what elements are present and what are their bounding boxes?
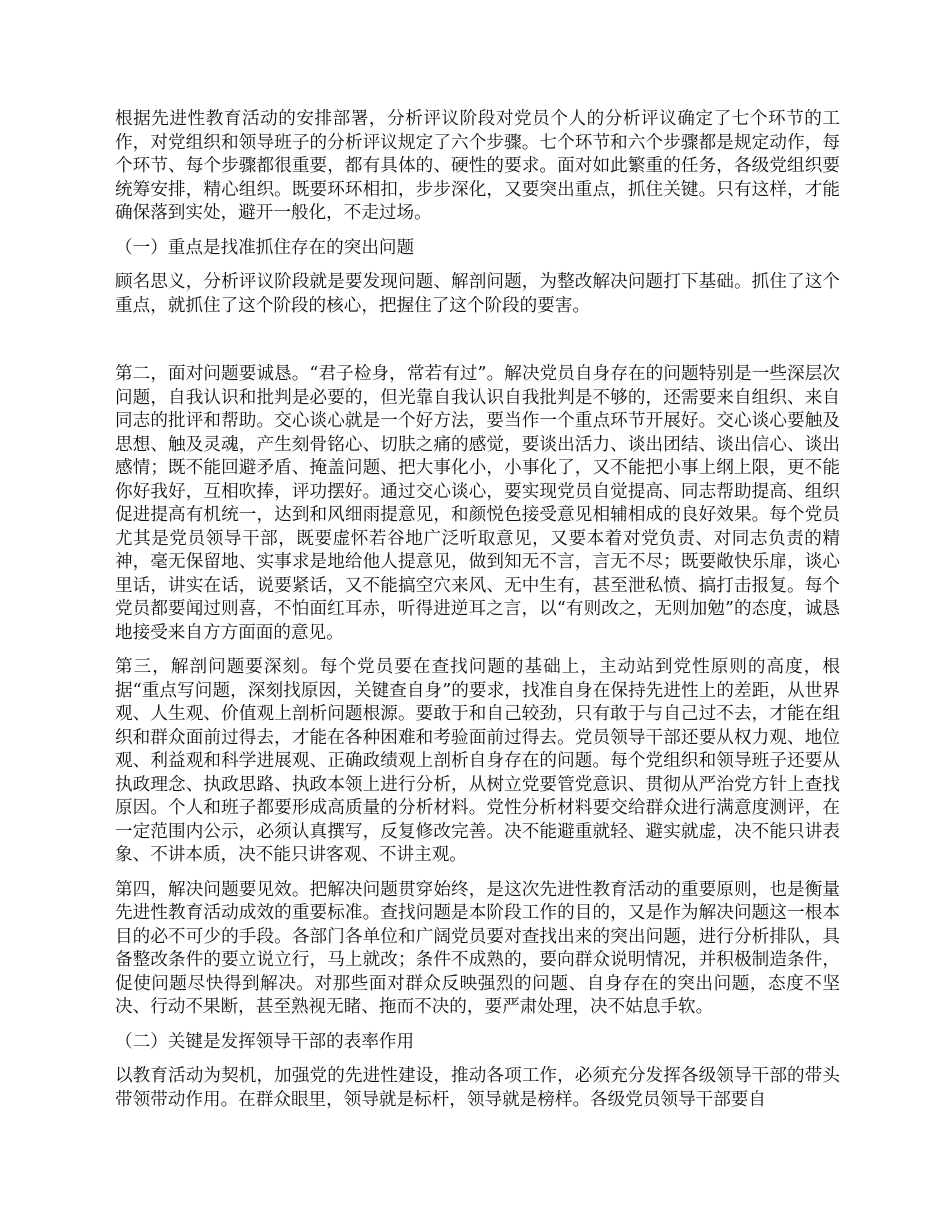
paragraph-intro: 根据先进性教育活动的安排部署，分析评议阶段对党员个人的分析评议确定了七个环节的工作，对党组织和领导班子的分析评议规定了六个步骤。七个环节和六个步骤都是规定动作，每个环节、每个步骤都很重要，都有具体的、硬性的要求。面对如此繁重的任务，各级党组织要统筹安排，精心组织。既要环环相扣，步步深化，又要突出重点，抓住关键。只有这样，才能确保落到实处，避开一般化，不走过场。: [115, 109, 840, 223]
paragraph-fourth: 第四，解决问题要见效。把解决问题贯穿始终，是这次先进性教育活动的重要原则，也是衡量先进性教育活动成效的重要标准。查找问题是本阶段工作的目的，又是作为解决问题这一根本目的必不可少的手段。各部门各单位和广阔党员要对查找出来的突出问题，进行分析排队，具备整改条件的要立说立行，马上就改；条件不成熟的，要向群众说明情况，并积极制造条件，促使问题尽快得到解决。对那些面对群众反映强烈的问题、自身存在的突出问题，态度不坚决、行动不果断，甚至熟视无睹、拖而不决的，要严肃处理，决不姑息手软。: [115, 879, 840, 1017]
document-body: [115, 108, 840, 1123]
section-heading-1: （一）重点是找准抓住存在的突出问题: [115, 237, 415, 258]
paragraph-third: 第三，解剖问题要深刻。每个党员要在查找问题的基础上，主动站到党性原则的高度，根据“重点写问题，深刻找原因，关键查自身”的要求，找准自身在保持先进性上的差距，从世界观、人生观、价值观上剖析问题根源。要敢于和自己较劲，只有敢于与自己过不去，才能在组织和群众面前过得去，才能在各种困难和考验面前过得去。党员领导干部还要从权力观、地位观、利益观和科学进展观、正确政绩观上剖析自身存在的问题。每个党组织和领导班子还要从执政理念、执政思路、执政本领上进行分析，从树立党要管党意识、贯彻从严治党方针上查找原因。个人和班子都要形成高质量的分析材料。党性分析材料要交给群众进行满意度测评，在一定范围内公示，必须认真撰写，反复修改完善。决不能避重就轻、避实就虚，决不能只讲表象、不讲本质，决不能只讲客观、不讲主观。: [115, 657, 840, 865]
paragraph-focus: 顾名思义，分析评议阶段就是要发现问题、解剖问题，为整改解决问题打下基础。抓住了这个重点，就抓住了这个阶段的核心，把握住了这个阶段的要害。: [115, 272, 840, 316]
paragraph-second: 第二，面对问题要诚恳。“君子检身，常若有过”。解决党员自身存在的问题特别是一些深层次问题，自我认识和批判是必要的，但光靠自我认识自我批判是不够的，还需要来自组织、来自同志的批评和帮助。交心谈心就是一个好方法，要当作一个重点环节开展好。交心谈心要触及思想、触及灵魂，产生刻骨铭心、切肤之痛的感觉，要谈出活力、谈出团结、谈出信心、谈出感情；既不能回避矛盾、掩盖问题、把大事化小，小事化了，又不能把小事上纲上限，更不能你好我好，互相吹捧，评功摆好。通过交心谈心，要实现党员自觉提高、同志帮助提高、组织促进提高有机统一，达到和风细雨提意见，和颜悦色接受意见相辅相成的良好效果。每个党员尤其是党员领导干部，既要虚怀若谷地广泛听取意见，又要本着对党负责、对同志负责的精神，毫无保留地、实事求是地给他人提意见，做到知无不言，言无不尽；既要敞快乐扉，谈心里话，讲实在话，说要紧话，又不能搞空穴来风、无中生有，甚至泄私愤、搞打击报复。每个党员都要闻过则喜，不怕面红耳赤，听得进逆耳之言，以“有则改之，无则加勉”的态度，诚恳地接受来自方方面面的意见。: [115, 364, 840, 643]
blank-gap: [115, 329, 840, 363]
paragraph-leadership: 以教育活动为契机，加强党的先进性建设，推动各项工作，必须充分发挥各级领导干部的带头带领带动作用。在群众眼里，领导就是标杆，领导就是榜样。各级党员领导干部要自: [115, 1066, 840, 1110]
section-heading-2: （二）关键是发挥领导干部的表率作用: [115, 1031, 415, 1052]
